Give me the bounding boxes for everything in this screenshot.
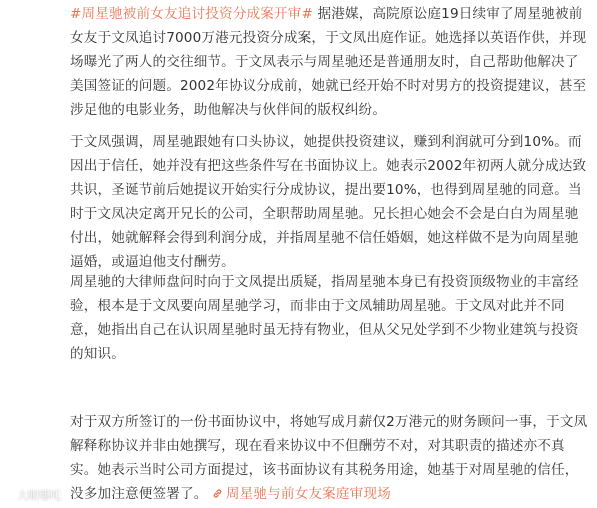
- paragraph-1-text: 据港媒，高院原讼庭19日续审了周星驰被前女友于文凤追讨7000万港元投资分成案，于文凤出庭作证。她选择以英语作供，并现场曝光了两人的交往细节。于文凤表示与周星驰还是普通朋友时，自己帮助他解决了美国签证的问题。2002年协议分成前，她就已经开始不时对男方的投资提建议，甚至涉足他的电影业务，助他解决与伙伴间的版权纠纷。: [70, 6, 587, 118]
- video-link-label: 周星驰与前女友案庭审现场: [225, 486, 391, 502]
- watermark: [3, 487, 61, 503]
- paragraph-2-text: 于文凤强调，周星驰跟她有口头协议，她提供投资建议，赚到利润就可分到10%。而因出于信任，她并没有把这些条件写在书面协议上。她表示2002年初两人就分成达致共识，圣诞节前后她提议开始实行分成协议，提出要10%，也得到周星驰的同意。当时于文凤决定离开兄长的公司，全职帮助周星驰。兄长担心她会不会是白白为周星驰付出，她就解释会得到利润分成，并指周星驰不信任婚姻，她这样做不是为向周星驰逼婚，或逼迫他支付酬劳。: [70, 134, 587, 270]
- paragraph-2: [70, 130, 590, 274]
- watermark-text: 大眼哪吒: [17, 489, 61, 502]
- paragraph-1: [70, 2, 590, 122]
- paragraph-4: [70, 410, 590, 506]
- weibo-icon: [3, 489, 15, 501]
- link-icon: [212, 488, 223, 499]
- paragraph-4-text: 对于双方所签订的一份书面协议中，将她写成月薪仅2万港元的财务顾问一事，于文凤解释称协议并非由她撰写，现在看来协议中不但酬劳不对，对其职责的描述亦不真实。她表示当时公司方面提过，该书面协议有其税务用途，她基于对周星驰的信任，没多加注意便签署了。: [70, 414, 588, 502]
- video-link[interactable]: [212, 486, 391, 502]
- top-faded-fragment: [30, 0, 54, 8]
- paragraph-3-text: 周星驰的大律师盘问时向于文凤提出质疑，指周星驰本身已有投资顶级物业的丰富经验，根本是于文凤要向周星驰学习，而非由于文凤辅助周星驰。于文凤对此并不同意，她指出自己在认识周星驰时虽无持有物业，但从父兄处学到不少物业建筑与投资的知识。: [70, 274, 579, 362]
- paragraph-3: [70, 270, 590, 366]
- topic-hashtag-link[interactable]: #周星驰被前女友追讨投资分成案开审#: [70, 6, 313, 22]
